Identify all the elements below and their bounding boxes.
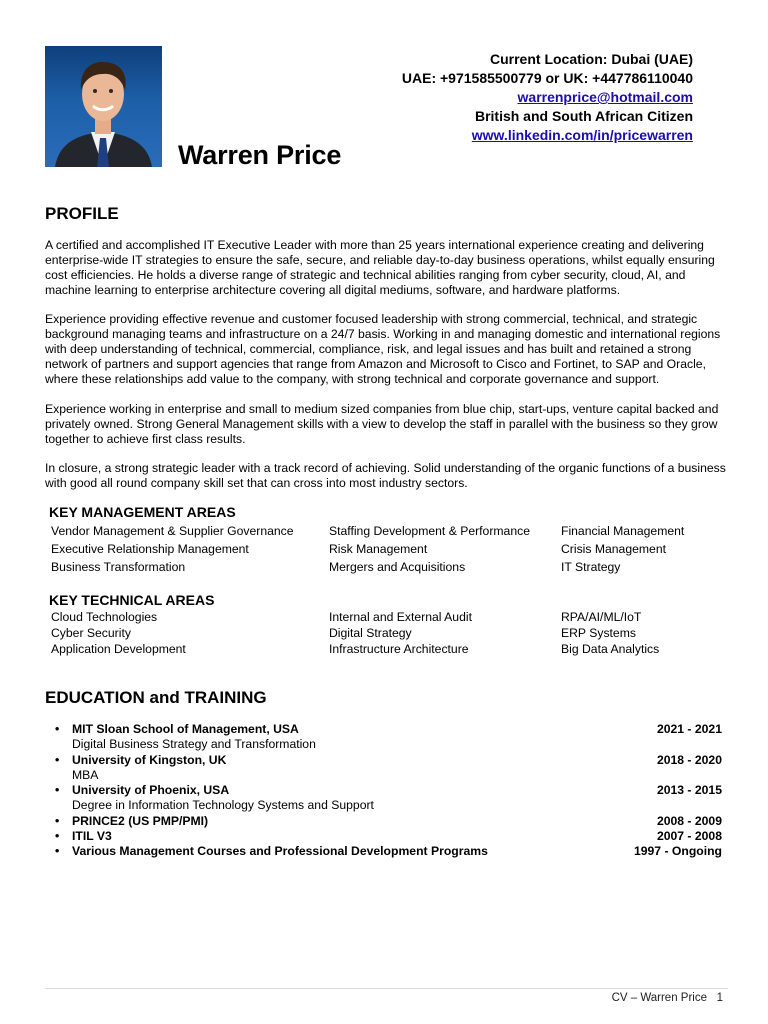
management-item: Staffing Development & Performance (329, 524, 530, 538)
education-detail: Degree in Information Technology Systems and Support (72, 798, 374, 813)
management-item: IT Strategy (561, 560, 621, 574)
education-years: 1997 - Ongoing (633, 844, 722, 859)
education-institution: PRINCE2 (US PMP/PMI) (72, 813, 209, 828)
management-heading: KEY MANAGEMENT AREAS (49, 504, 236, 520)
bullet-icon: • (55, 813, 60, 828)
bullet-icon: • (55, 722, 60, 736)
technical-item: ERP Systems (561, 626, 636, 640)
current-location: Current Location: Dubai (UAE) (490, 51, 693, 67)
phone-numbers: UAE: +971585500779 or UK: +447786110040 (401, 70, 693, 86)
technical-heading: KEY TECHNICAL AREAS (49, 592, 215, 608)
education-heading: EDUCATION and TRAINING (45, 688, 267, 707)
education-years: 2007 - 2008 (656, 829, 722, 844)
education-institution: ITIL V3 (72, 829, 112, 844)
management-item: Mergers and Acquisitions (329, 560, 466, 574)
education-institution: University of Phoenix, USA (72, 783, 230, 798)
education-detail: Digital Business Strategy and Transformation (72, 737, 316, 752)
page-footer (612, 992, 723, 1004)
education-item (55, 753, 722, 784)
technical-item: Application Development (51, 642, 186, 656)
management-item: Risk Management (329, 542, 428, 556)
profile-paragraph-4: In closure, a strong strategic leader with a track record of achieving. Solid understanding of the organic functions of a business with good all round company skill set that can cross into most industry sectors. (45, 461, 726, 490)
technical-item: RPA/AI/ML/IoT (561, 610, 642, 624)
portrait-illustration (45, 46, 162, 167)
footer-label: CV – Warren Price (611, 992, 707, 1004)
education-detail: MBA (72, 767, 99, 782)
citizenship: British and South African Citizen (474, 108, 693, 124)
management-item: Financial Management (561, 524, 685, 538)
technical-item: Cloud Technologies (51, 610, 158, 624)
management-grid (51, 524, 731, 574)
management-item: Business Transformation (51, 560, 186, 574)
technical-item: Digital Strategy (329, 626, 412, 640)
education-item (55, 722, 722, 753)
technical-grid (51, 610, 731, 656)
education-institution: MIT Sloan School of Management, USA (72, 722, 299, 736)
email-link[interactable]: warrenprice@hotmail.com (517, 89, 693, 105)
linkedin-link[interactable]: www.linkedin.com/in/pricewarren (471, 127, 693, 143)
education-institution: Various Management Courses and Professional Development Programs (72, 844, 488, 859)
education-item (55, 783, 722, 814)
education-years: 2021 - 2021 (656, 722, 722, 736)
profile-photo (45, 46, 162, 167)
education-list (55, 722, 722, 860)
education-years: 2018 - 2020 (656, 752, 722, 767)
profile-paragraph-3: Experience working in enterprise and small to medium sized companies from blue chip, start-ups, venture capital backed and privately owned. Strong General Management skills with a view to develop the staff in parallel with the business so they grow together to achieve first class results. (45, 402, 719, 446)
management-item: Vendor Management & Supplier Governance (51, 524, 294, 538)
profile-paragraph-1: A certified and accomplished IT Executive Leader with more than 25 years international experience creating and delivering enterprise-wide IT strategies to ensure the safe, secure, and reliable day-to-day business operations, whilst equally ensuring cost efficiencies. He holds a diverse range of strategic and technical abilities ranging from cyber security, cloud, AI, and machine learning to enterprise architecture covering all digital mediums, software, and hardware platforms. (45, 238, 715, 297)
education-years: 2013 - 2015 (656, 783, 722, 798)
bullet-icon: • (55, 829, 60, 844)
management-item: Executive Relationship Management (51, 542, 249, 556)
technical-item: Big Data Analytics (561, 642, 660, 656)
bullet-icon: • (55, 752, 60, 767)
technical-item: Cyber Security (51, 626, 131, 640)
bullet-icon: • (55, 844, 60, 859)
profile-heading: PROFILE (45, 204, 119, 223)
technical-item: Infrastructure Architecture (329, 642, 469, 656)
bullet-icon: • (55, 783, 60, 798)
contact-block (402, 50, 693, 145)
page-number: 1 (716, 992, 723, 1004)
education-item (55, 814, 722, 829)
footer-divider (45, 988, 728, 989)
technical-item: Internal and External Audit (329, 610, 472, 624)
education-item (55, 829, 722, 844)
education-item (55, 844, 722, 859)
candidate-name: Warren Price (178, 140, 342, 170)
management-item: Crisis Management (561, 542, 666, 556)
profile-paragraph-2: Experience providing effective revenue and customer focused leadership with strong commercial, technical, and strategic background managing teams and infrastructure on a 24/7 basis. Working in and managing domestic and international regions with deep understanding of technical, commercial, compliance, risk, and legal issues and has built and retained a strong network of partners and support agencies that range from Amazon and Microsoft to Cisco and Fortinet, to SAP and Oracle, where these relationships add value to the company, with strong technical and corporate governance and support. (45, 312, 721, 386)
education-years: 2008 - 2009 (656, 813, 722, 828)
education-institution: University of Kingston, UK (72, 752, 227, 767)
